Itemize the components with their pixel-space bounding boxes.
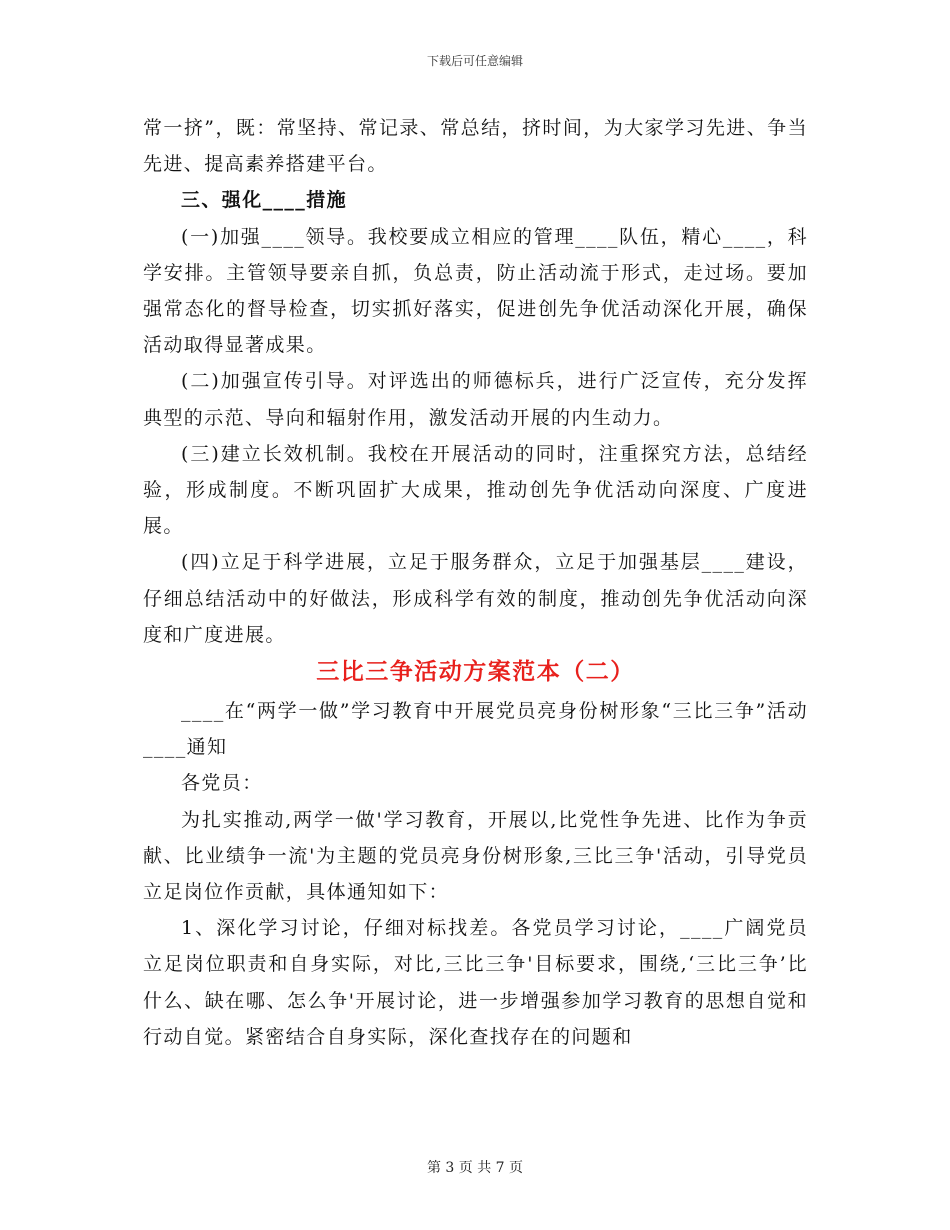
document-body bbox=[143, 110, 808, 1055]
paragraph: 常一挤”，既：常坚持、常记录、常总结，挤时间，为大家学习先进、争当先进、提高素养搭建平台。 bbox=[143, 117, 808, 176]
salutation: 各党员： bbox=[181, 772, 263, 795]
paragraph: (三)建立长效机制。我校在开展活动的同时，注重探究方法，总结经验，形成制度。不断巩固扩大成果，推动创先争优活动向深度、广度进展。 bbox=[143, 442, 808, 538]
paragraph: 为扎实推动,两学一做'学习教育，开展以,比党性争先进、比作为争贡献、比业绩争一流'为主题的党员亮身份树形象,三比三争'活动，引导党员立足岗位作贡献，具体通知如下： bbox=[143, 808, 808, 904]
page-header-note: 下载后可任意编辑 bbox=[426, 54, 523, 68]
notice-title: ____在“两学一做”学习教育中开展党员亮身份树形象“三比三争”活动____通知 bbox=[143, 700, 808, 759]
paragraph: (一)加强____领导。我校要成立相应的管理____队伍，精心____，科学安排。主管领导要亲自抓，负总责，防止活动流于形式，走过场。要加强常态化的督导检查，切实抓好落实，促进创先争优活动深化开展，确保活动取得显著成果。 bbox=[143, 225, 808, 357]
paragraph: 1、深化学习讨论，仔细对标找差。各党员学习讨论，____广阔党员立足岗位职责和自身实际，对比,三比三争'目标要求，围绕,‘三比三争’比什么、缺在哪、怎么争'开展讨论，进一步增强参加学习教育的思想自觉和行动自觉。紧密结合自身实际，深化查找存在的问题和 bbox=[143, 917, 808, 1048]
paragraph: (二)加强宣传引导。对评选出的师德标兵，进行广泛宣传，充分发挥典型的示范、导向和辐射作用，激发活动开展的内生动力。 bbox=[143, 370, 808, 429]
section-title: 三比三争活动方案范本（二） bbox=[316, 658, 635, 686]
page-number: 第 3 页 共 7 页 bbox=[426, 1160, 524, 1176]
paragraph: (四)立足于科学进展，立足于服务群众，立足于加强基层____建设，仔细总结活动中的好做法，形成科学有效的制度，推动创先争优活动向深度和广度进展。 bbox=[143, 551, 808, 646]
section-heading: 三、强化____措施 bbox=[181, 189, 348, 212]
